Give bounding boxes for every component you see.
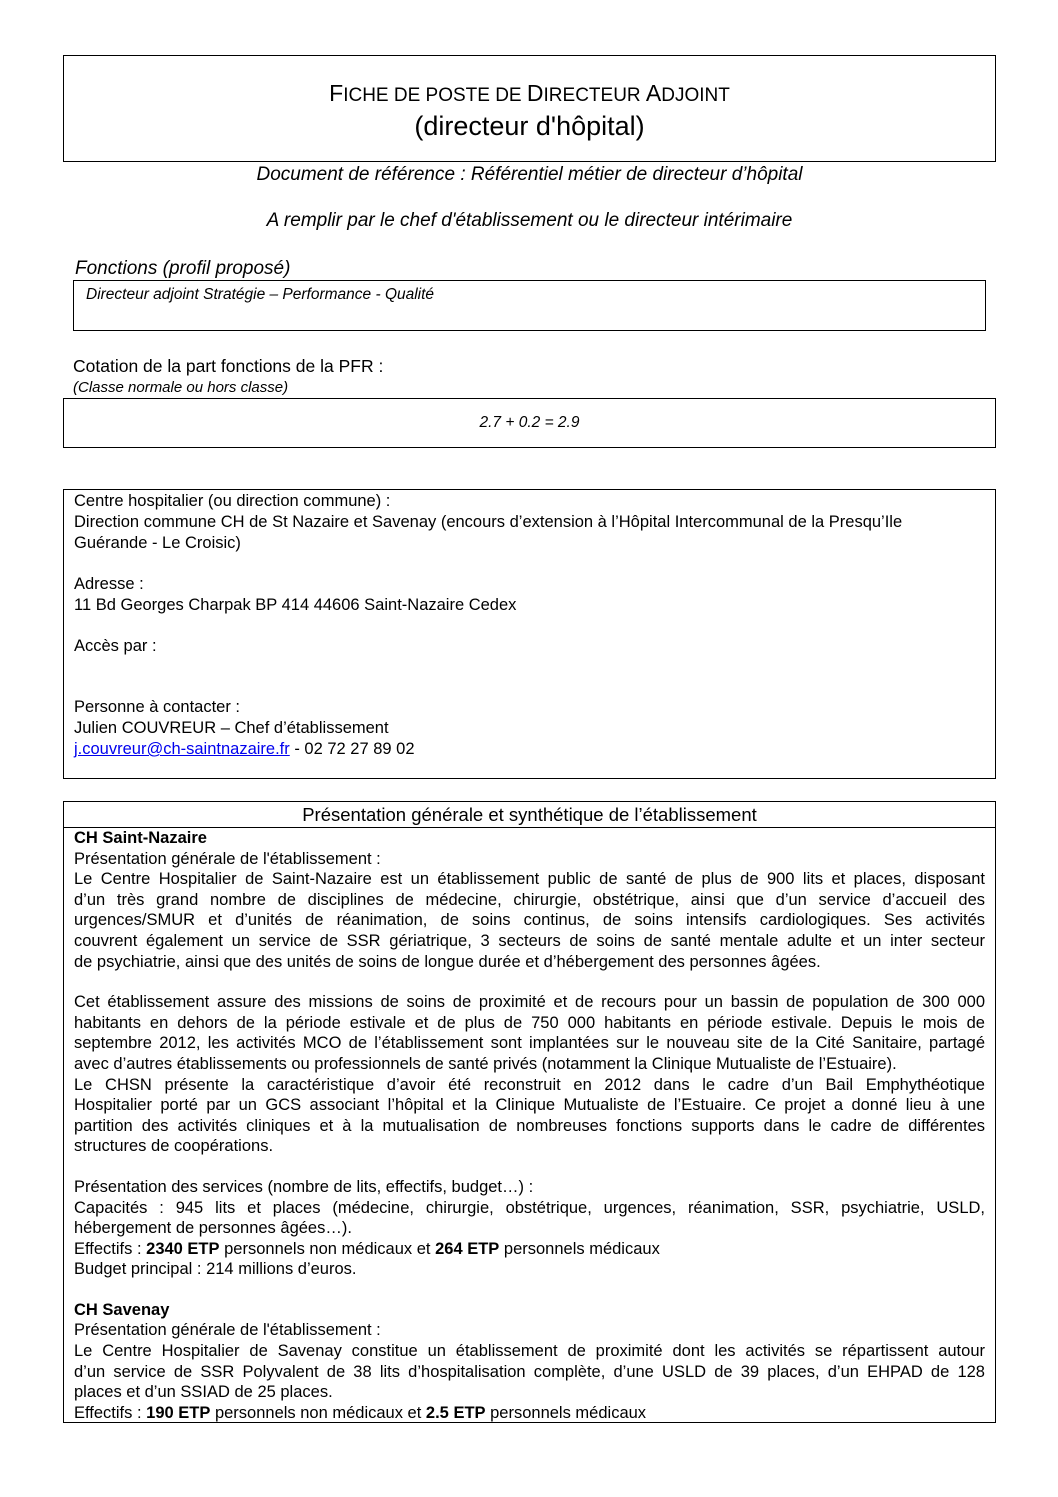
chsn-p1-line: couvrent également un service de SSR gériatrique, 3 secteurs de soins de santé mentale adulte et un inter secteur: [74, 931, 985, 950]
title-part: F: [329, 80, 344, 106]
contact-line: [74, 739, 985, 760]
effectifs-text: personnels non médicaux et: [219, 1239, 436, 1258]
document-subtitle: (directeur d'hôpital): [414, 111, 645, 141]
title-part: D: [526, 80, 544, 106]
fonctions-field: [73, 280, 986, 331]
effectifs-text: personnels non médicaux et: [210, 1403, 426, 1422]
budget-line: Budget principal : 214 millions d’euros.: [74, 1260, 357, 1279]
centre-label: Centre hospitalier (ou direction commune) :: [74, 492, 391, 510]
personne-name: Julien COUVREUR – Chef d’établissement: [74, 719, 389, 737]
cotation-note: (Classe normale ou hors classe): [73, 379, 289, 396]
title-part: DJOINT: [661, 85, 730, 106]
savenay-effectifs: [74, 1403, 985, 1424]
adresse-label: Adresse :: [74, 575, 144, 593]
savenay-p1-line: Le Centre Hospitalier de Savenay constitue un établissement de proximité dont les activités se répartissent autour: [74, 1342, 985, 1361]
centre-value: Direction commune CH de St Nazaire et Savenay (encours d’extension à l’Hôpital Intercommunal de la Presqu’Ile: [74, 513, 903, 531]
effectifs-value: 2340 ETP: [146, 1239, 220, 1258]
fonctions-value: Directeur adjoint Stratégie – Performance - Qualité: [86, 286, 435, 303]
personne-label: Personne à contacter :: [74, 698, 241, 716]
title-part: ICHE DE POSTE DE: [343, 85, 527, 106]
cotation-value: 2.7 + 0.2 = 2.9: [479, 414, 580, 431]
savenay-subheading: Présentation générale de l'établissement :: [74, 1321, 381, 1340]
savenay-p1-line: d’un service de SSR Polyvalent de 38 lits d’hospitalisation complète, d’une USLD de 39 places, d’un EHPAD de 128: [74, 1362, 985, 1381]
effectifs-value: 264 ETP: [435, 1239, 500, 1258]
chsn-p3-line: partition des activités cliniques et à la mutualisation de nombreuses fonctions supports dans le cadre de différentes: [74, 1116, 985, 1135]
chsn-p2-line: Cet établissement assure des missions de soins de proximité et de recours pour un bassin de population de 300 000: [74, 993, 985, 1012]
savenay-heading: CH Savenay: [74, 1300, 170, 1319]
savenay-p1-line: places et d’un SSIAD de 25 places.: [74, 1383, 333, 1402]
phone-number: - 02 72 27 89 02: [289, 740, 415, 758]
effectifs-text: Effectifs :: [74, 1239, 147, 1258]
effectifs-value: 190 ETP: [146, 1403, 211, 1422]
chsn-p2-line: avec d’autres établissements ou professionnels de santé privés (notamment la Clinique Mutualiste de l’Estuaire).: [74, 1054, 897, 1073]
chsn-p3-line: Le CHSN présente la caractéristique d’avoir été reconstruit en 2012 dans le cadre d’un Bail Emphythéotique: [74, 1075, 985, 1094]
chsn-p1-line: d’un très grand nombre de disciplines de médecine, chirurgie, obstétrique, ainsi que d’un service d’accueil des: [74, 890, 985, 909]
chsn-p3-line: structures de coopérations.: [74, 1137, 274, 1156]
reference-line: Document de référence : Référentiel métier de directeur d’hôpital: [256, 164, 803, 185]
acces-label: Accès par :: [74, 637, 157, 655]
effectifs-text: personnels médicaux: [485, 1403, 647, 1422]
chsn-p1-line: de psychiatrie, ainsi que des unités de soins de longue durée et d’hébergement des personnes âgées.: [74, 952, 821, 971]
chsn-p2-line: habitants en dehors de la période estivale et de plus de 750 000 habitants en période estivale. Depuis le mois de: [74, 1013, 985, 1032]
effectifs-text: Effectifs :: [74, 1403, 147, 1422]
title-part: IRECTEUR: [543, 85, 646, 106]
services-label: Présentation des services (nombre de lits, effectifs, budget…) :: [74, 1177, 534, 1196]
presentation-title: Présentation générale et synthétique de l’établissement: [64, 802, 995, 828]
cotation-field: [63, 398, 996, 448]
centre-value: Guérande - Le Croisic): [74, 534, 241, 552]
instruction-line: A remplir par le chef d'établissement ou le directeur intérimaire: [266, 210, 793, 231]
email-link[interactable]: j.couvreur@ch-saintnazaire.fr: [74, 740, 290, 758]
effectifs-value: 2.5 ETP: [425, 1403, 486, 1422]
cotation-heading: Cotation de la part fonctions de la PFR :: [73, 356, 384, 376]
chsn-heading: CH Saint-Nazaire: [74, 829, 207, 847]
chsn-p3-line: Hospitalier porté par un GCS associant l’hôpital et la Clinique Mutualiste de l’Estuaire. Ce projet a donné lieu à une: [74, 1096, 985, 1115]
chsn-p1-line: urgences/SMUR et d’unités de réanimation, de soins continus, de soins intensifs cardiologiques. Ses activités: [74, 911, 985, 930]
chsn-p1-line: Le Centre Hospitalier de Saint-Nazaire est un établissement public de santé de plus de 900 lits et places, disposant: [74, 870, 985, 889]
chsn-effectifs: [74, 1239, 985, 1260]
capacites-line: hébergement de personnes âgées…).: [74, 1219, 352, 1238]
chsn-subheading: Présentation générale de l'établissement :: [74, 849, 381, 868]
document-title: [64, 79, 995, 110]
contact-box: [63, 489, 996, 779]
adresse-value: 11 Bd Georges Charpak BP 414 44606 Saint-Nazaire Cedex: [74, 596, 517, 614]
title-part: A: [645, 80, 662, 106]
chsn-p2-line: septembre 2012, les activités MCO de l’établissement sont implantées sur le nouveau site de la Cité Sanitaire, partagé: [74, 1034, 985, 1053]
presentation-box: [63, 801, 996, 1423]
effectifs-text: personnels médicaux: [499, 1239, 660, 1258]
capacites-line: Capacités : 945 lits et places (médecine, chirurgie, obstétrique, urgences, réanimation, SSR, psychiatrie, USLD,: [74, 1198, 985, 1217]
title-box: [63, 55, 996, 162]
presentation-body: [64, 828, 995, 1423]
fonctions-heading: Fonctions (profil proposé): [75, 258, 291, 279]
